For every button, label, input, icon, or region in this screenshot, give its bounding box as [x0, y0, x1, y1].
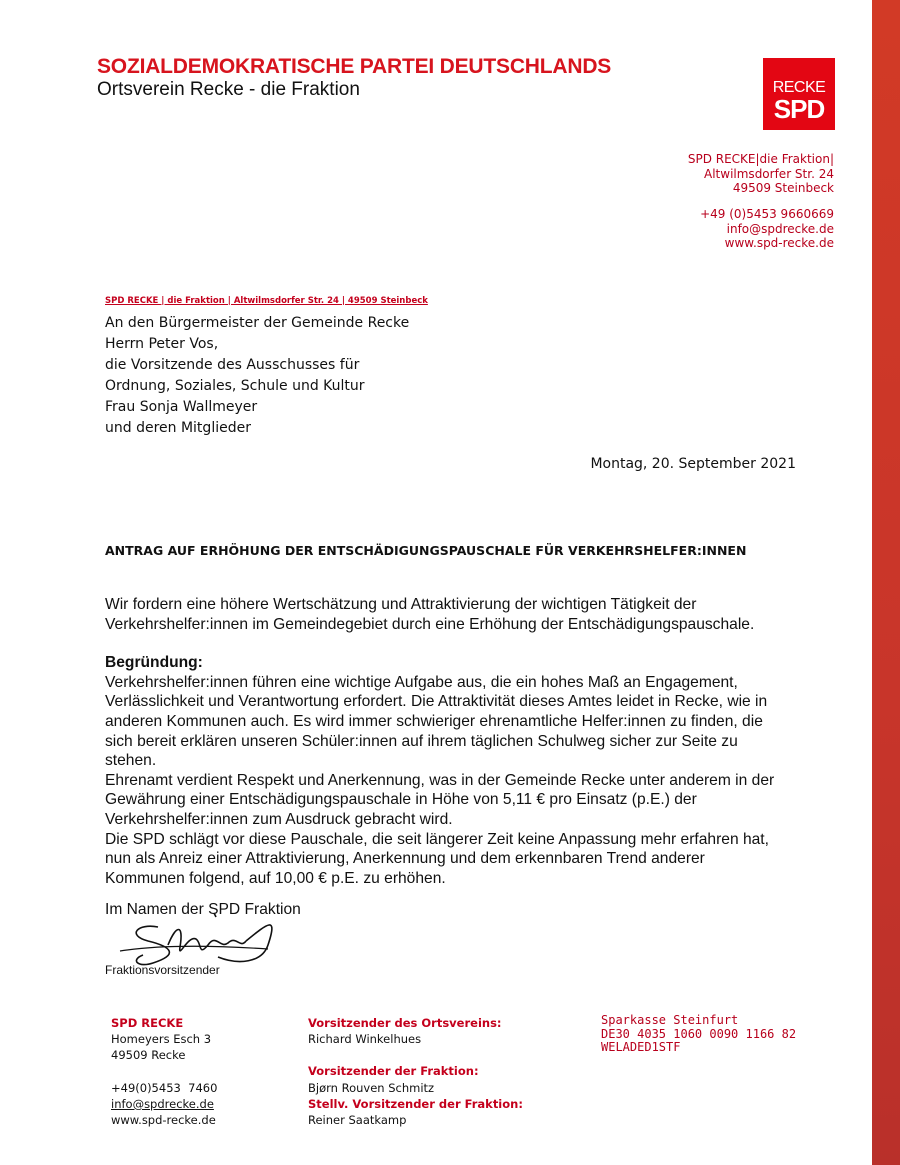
footer-officer-name: Bjørn Rouven Schmitz [308, 1080, 435, 1095]
header-website[interactable]: www.spd-recke.de [724, 236, 834, 250]
recipient-line: Herrn Peter Vos, [105, 336, 219, 352]
body-line: Verkehrshelfer:innen führen eine wichtige Aufgabe aus, die ein hohes Maß an Engagement, [105, 673, 738, 691]
signature-role: Fraktionsvorsitzender [105, 963, 220, 977]
body-line: Die SPD schlägt vor diese Pauschale, die seit längerer Zeit keine Anpassung mehr erfahren hat, [105, 830, 769, 848]
footer-city: 49509 Recke [111, 1048, 186, 1063]
party-name: SOZIALDEMOKRATISCHE PARTEI DEUTSCHLANDS [97, 55, 612, 78]
footer-address-column [111, 1015, 217, 1128]
header-address [688, 152, 834, 196]
letter-subject: ANTRAG AUF ERHÖHUNG DER ENTSCHÄDIGUNGSPAUSCHALE FÜR VERKEHRSHELFER:INNEN [105, 543, 747, 558]
intro-line: Wir fordern eine höhere Wertschätzung und Attraktivierung der wichtigen Tätigkeit der [105, 596, 697, 613]
footer-heading: Stellv. Vorsitzender der Fraktion: [308, 1096, 523, 1111]
body-line: Gewährung einer Entschädigungspauschale in Höhe von 5,11 € pro Einsatz (p.E.) der [105, 791, 697, 809]
footer-street: Homeyers Esch 3 [111, 1032, 212, 1047]
letter-date: Montag, 20. September 2021 [590, 456, 796, 472]
recipient-line: und deren Mitglieder [105, 420, 251, 436]
body-line: stehen. [105, 752, 157, 770]
logo-recke-text: RECKE [772, 79, 826, 96]
footer-officer-name: Reiner Saatkamp [308, 1113, 407, 1128]
decorative-red-side-bar [872, 0, 900, 1165]
body-line: sich bereit erklären unseren Schüler:innen auf ihrem täglichen Schulweg sicher zur Seite zu [105, 732, 738, 750]
footer-heading: Vorsitzender des Ortsvereins: [308, 1016, 502, 1030]
header-contact [700, 207, 834, 251]
intro-line: Verkehrshelfer:innen im Gemeindegebiet durch eine Erhöhung der Entschädigungspauschale. [105, 615, 755, 633]
body-line: Verkehrshelfer:innen zum Ausdruck gebracht wird. [105, 810, 453, 828]
header-address-line: 49509 Steinbeck [732, 181, 834, 195]
body-line: Ehrenamt verdient Respekt und Anerkennung, was in der Gemeinde Recke unter anderem in der [105, 771, 775, 789]
footer-org-name: SPD RECKE [111, 1016, 184, 1030]
footer-officer-name: Richard Winkelhues [308, 1032, 422, 1047]
recipient-line: Ordnung, Soziales, Schule und Kultur [105, 378, 365, 394]
header-phone: +49 (0)5453 9660669 [700, 207, 834, 221]
header-address-line: SPD RECKE|die Fraktion| [687, 152, 834, 166]
ortsverein-name: Ortsverein Recke - die Fraktion [97, 79, 360, 100]
header-email[interactable]: info@spdrecke.de [726, 221, 834, 236]
body-line: nun als Anreiz einer Attraktivierung, Anerkennung und dem erkennbaren Trend anderer [105, 850, 705, 868]
logo-spd-text: SPD [773, 94, 825, 124]
spd-logo [763, 58, 835, 130]
begruendung-heading: Begründung: [105, 654, 203, 672]
sender-return-line: SPD RECKE | die Fraktion | Altwilmsdorfer Str. 24 | 49509 Steinbeck [105, 296, 428, 306]
recipient-address [105, 313, 409, 439]
body-line: Kommunen folgend, auf 10,00 € p.E. zu erhöhen. [105, 869, 446, 887]
recipient-line: Frau Sonja Wallmeyer [105, 399, 258, 415]
footer-bank-details [601, 1014, 796, 1055]
footer-heading: Vorsitzender der Fraktion: [308, 1064, 479, 1079]
signature-closing: Im Namen der SPD Fraktion [105, 901, 301, 918]
body-line: anderen Kommunen auch. Es wird immer schwieriger ehrenamtliche Helfer:innen zu finden, die [105, 712, 763, 730]
bank-name: Sparkasse Steinfurt [601, 1013, 739, 1027]
footer-email-link[interactable]: info@spdrecke.de [111, 1096, 214, 1111]
letter-body [105, 595, 805, 888]
bank-iban: DE30 4035 1060 0090 1166 82 [601, 1026, 797, 1041]
recipient-line: An den Bürgermeister der Gemeinde Recke [105, 315, 410, 331]
footer-officers-column [308, 1015, 523, 1128]
bank-bic: WELADED1STF [601, 1040, 681, 1054]
footer-website[interactable]: www.spd-recke.de [111, 1113, 216, 1128]
recipient-line: die Vorsitzende des Ausschusses für [105, 357, 360, 373]
body-line: Verlässlichkeit und Verantwortung erfordert. Die Attraktivität dieses Amtes leidet in Recke, wie in [105, 693, 768, 711]
header-address-line: Altwilmsdorfer Str. 24 [704, 166, 834, 181]
footer-phone: +49(0)5453 7460 [111, 1080, 218, 1095]
